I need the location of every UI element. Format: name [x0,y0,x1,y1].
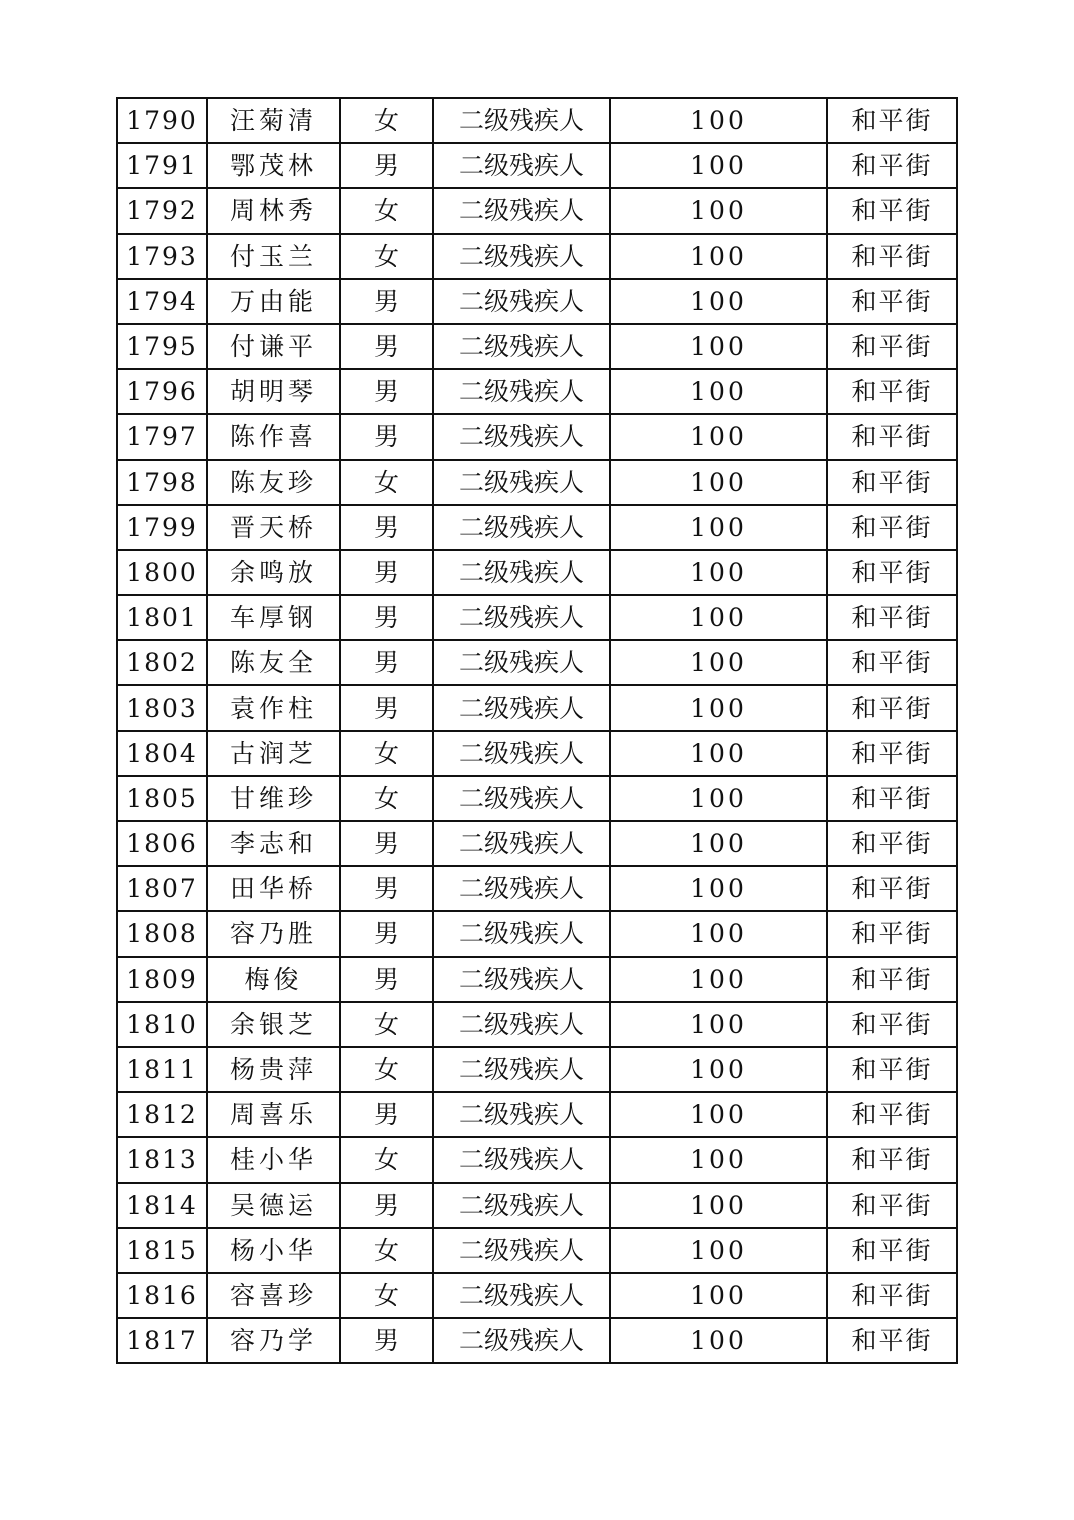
serial-number-cell: 1813 [117,1137,207,1182]
serial-number-cell: 1795 [117,324,207,369]
person-name-cell: 周喜乐 [207,1092,340,1137]
roster-table-body [117,98,957,1363]
serial-number-cell: 1797 [117,414,207,459]
amount-cell: 100 [610,911,827,956]
disability-level-cell: 二级残疾人 [433,1047,610,1092]
serial-number-cell: 1807 [117,866,207,911]
gender-cell: 男 [340,324,433,369]
gender-cell: 男 [340,866,433,911]
amount-cell: 100 [610,369,827,414]
person-name-cell: 余银芝 [207,1002,340,1047]
amount-cell: 100 [610,595,827,640]
street-cell: 和平街 [827,821,957,866]
disability-level-cell: 二级残疾人 [433,1228,610,1273]
person-name-cell: 吴德运 [207,1183,340,1228]
gender-cell: 男 [340,640,433,685]
amount-cell: 100 [610,1137,827,1182]
person-name-cell: 杨贵萍 [207,1047,340,1092]
disability-level-cell: 二级残疾人 [433,279,610,324]
serial-number-cell: 1793 [117,234,207,279]
serial-number-cell: 1801 [117,595,207,640]
disability-level-cell: 二级残疾人 [433,685,610,730]
gender-cell: 男 [340,550,433,595]
gender-cell: 男 [340,911,433,956]
amount-cell: 100 [610,550,827,595]
street-cell: 和平街 [827,414,957,459]
gender-cell: 女 [340,731,433,776]
gender-cell: 女 [340,460,433,505]
person-name-cell: 梅俊 [207,957,340,1002]
person-name-cell: 陈作喜 [207,414,340,459]
serial-number-cell: 1814 [117,1183,207,1228]
person-name-cell: 李志和 [207,821,340,866]
table-row [117,731,957,776]
amount-cell: 100 [610,188,827,233]
disability-level-cell: 二级残疾人 [433,911,610,956]
disability-level-cell: 二级残疾人 [433,143,610,188]
disability-level-cell: 二级残疾人 [433,550,610,595]
gender-cell: 女 [340,98,433,143]
serial-number-cell: 1811 [117,1047,207,1092]
street-cell: 和平街 [827,776,957,821]
table-row [117,1002,957,1047]
disability-level-cell: 二级残疾人 [433,1183,610,1228]
person-name-cell: 鄂茂林 [207,143,340,188]
disability-level-cell: 二级残疾人 [433,324,610,369]
gender-cell: 女 [340,776,433,821]
street-cell: 和平街 [827,1002,957,1047]
table-row [117,866,957,911]
gender-cell: 女 [340,1047,433,1092]
table-row [117,1273,957,1318]
street-cell: 和平街 [827,1047,957,1092]
amount-cell: 100 [610,1002,827,1047]
gender-cell: 男 [340,414,433,459]
table-row [117,640,957,685]
disability-level-cell: 二级残疾人 [433,957,610,1002]
street-cell: 和平街 [827,98,957,143]
amount-cell: 100 [610,1092,827,1137]
gender-cell: 女 [340,1002,433,1047]
serial-number-cell: 1791 [117,143,207,188]
person-name-cell: 杨小华 [207,1228,340,1273]
street-cell: 和平街 [827,866,957,911]
amount-cell: 100 [610,414,827,459]
disability-level-cell: 二级残疾人 [433,1273,610,1318]
street-cell: 和平街 [827,1228,957,1273]
person-name-cell: 周林秀 [207,188,340,233]
table-row [117,143,957,188]
gender-cell: 女 [340,188,433,233]
disability-level-cell: 二级残疾人 [433,98,610,143]
amount-cell: 100 [610,731,827,776]
street-cell: 和平街 [827,188,957,233]
person-name-cell: 容乃胜 [207,911,340,956]
person-name-cell: 万由能 [207,279,340,324]
table-row [117,821,957,866]
street-cell: 和平街 [827,324,957,369]
gender-cell: 男 [340,1092,433,1137]
amount-cell: 100 [610,1047,827,1092]
gender-cell: 男 [340,369,433,414]
serial-number-cell: 1800 [117,550,207,595]
gender-cell: 男 [340,505,433,550]
serial-number-cell: 1806 [117,821,207,866]
person-name-cell: 晋天桥 [207,505,340,550]
table-row [117,188,957,233]
disability-level-cell: 二级残疾人 [433,866,610,911]
table-row [117,1137,957,1182]
disability-level-cell: 二级残疾人 [433,1137,610,1182]
gender-cell: 男 [340,1183,433,1228]
gender-cell: 男 [340,279,433,324]
gender-cell: 男 [340,685,433,730]
amount-cell: 100 [610,1318,827,1363]
disability-level-cell: 二级残疾人 [433,460,610,505]
amount-cell: 100 [610,1183,827,1228]
amount-cell: 100 [610,866,827,911]
street-cell: 和平街 [827,279,957,324]
serial-number-cell: 1794 [117,279,207,324]
street-cell: 和平街 [827,505,957,550]
serial-number-cell: 1803 [117,685,207,730]
serial-number-cell: 1809 [117,957,207,1002]
street-cell: 和平街 [827,911,957,956]
gender-cell: 男 [340,957,433,1002]
serial-number-cell: 1802 [117,640,207,685]
serial-number-cell: 1808 [117,911,207,956]
street-cell: 和平街 [827,731,957,776]
street-cell: 和平街 [827,1137,957,1182]
table-row [117,369,957,414]
disability-level-cell: 二级残疾人 [433,731,610,776]
amount-cell: 100 [610,821,827,866]
person-name-cell: 付谦平 [207,324,340,369]
disability-level-cell: 二级残疾人 [433,369,610,414]
gender-cell: 男 [340,595,433,640]
table-row [117,234,957,279]
disability-level-cell: 二级残疾人 [433,1318,610,1363]
person-name-cell: 陈友全 [207,640,340,685]
disability-level-cell: 二级残疾人 [433,505,610,550]
table-row [117,279,957,324]
table-row [117,98,957,143]
amount-cell: 100 [610,685,827,730]
serial-number-cell: 1798 [117,460,207,505]
disability-level-cell: 二级残疾人 [433,776,610,821]
disability-level-cell: 二级残疾人 [433,595,610,640]
person-name-cell: 胡明琴 [207,369,340,414]
street-cell: 和平街 [827,1318,957,1363]
table-row [117,1047,957,1092]
person-name-cell: 古润芝 [207,731,340,776]
street-cell: 和平街 [827,234,957,279]
amount-cell: 100 [610,324,827,369]
amount-cell: 100 [610,505,827,550]
street-cell: 和平街 [827,957,957,1002]
table-row [117,505,957,550]
disability-level-cell: 二级残疾人 [433,234,610,279]
street-cell: 和平街 [827,550,957,595]
amount-cell: 100 [610,460,827,505]
street-cell: 和平街 [827,369,957,414]
gender-cell: 男 [340,821,433,866]
amount-cell: 100 [610,1273,827,1318]
disability-level-cell: 二级残疾人 [433,1092,610,1137]
person-name-cell: 甘维珍 [207,776,340,821]
person-name-cell: 桂小华 [207,1137,340,1182]
amount-cell: 100 [610,957,827,1002]
person-name-cell: 付玉兰 [207,234,340,279]
person-name-cell: 余鸣放 [207,550,340,595]
table-row [117,1228,957,1273]
serial-number-cell: 1804 [117,731,207,776]
person-name-cell: 汪菊清 [207,98,340,143]
serial-number-cell: 1816 [117,1273,207,1318]
street-cell: 和平街 [827,1183,957,1228]
amount-cell: 100 [610,1228,827,1273]
table-row [117,1318,957,1363]
table-row [117,414,957,459]
table-row [117,957,957,1002]
table-row [117,911,957,956]
table-row [117,1183,957,1228]
disability-level-cell: 二级残疾人 [433,640,610,685]
person-name-cell: 田华桥 [207,866,340,911]
street-cell: 和平街 [827,1273,957,1318]
serial-number-cell: 1799 [117,505,207,550]
gender-cell: 女 [340,1273,433,1318]
serial-number-cell: 1812 [117,1092,207,1137]
street-cell: 和平街 [827,460,957,505]
serial-number-cell: 1810 [117,1002,207,1047]
amount-cell: 100 [610,143,827,188]
table-row [117,550,957,595]
table-row [117,685,957,730]
person-name-cell: 陈友珍 [207,460,340,505]
street-cell: 和平街 [827,143,957,188]
amount-cell: 100 [610,98,827,143]
table-row [117,776,957,821]
gender-cell: 女 [340,1137,433,1182]
table-row [117,1092,957,1137]
table-row [117,324,957,369]
street-cell: 和平街 [827,685,957,730]
serial-number-cell: 1790 [117,98,207,143]
gender-cell: 女 [340,1228,433,1273]
gender-cell: 女 [340,234,433,279]
gender-cell: 男 [340,1318,433,1363]
disability-level-cell: 二级残疾人 [433,188,610,233]
person-name-cell: 容乃学 [207,1318,340,1363]
serial-number-cell: 1815 [117,1228,207,1273]
amount-cell: 100 [610,279,827,324]
street-cell: 和平街 [827,595,957,640]
street-cell: 和平街 [827,1092,957,1137]
amount-cell: 100 [610,640,827,685]
amount-cell: 100 [610,234,827,279]
person-name-cell: 袁作柱 [207,685,340,730]
roster-table [116,97,958,1364]
amount-cell: 100 [610,776,827,821]
disability-level-cell: 二级残疾人 [433,1002,610,1047]
disability-level-cell: 二级残疾人 [433,414,610,459]
serial-number-cell: 1817 [117,1318,207,1363]
street-cell: 和平街 [827,640,957,685]
table-row [117,595,957,640]
person-name-cell: 车厚钢 [207,595,340,640]
gender-cell: 男 [340,143,433,188]
serial-number-cell: 1805 [117,776,207,821]
table-row [117,460,957,505]
serial-number-cell: 1792 [117,188,207,233]
person-name-cell: 容喜珍 [207,1273,340,1318]
disability-level-cell: 二级残疾人 [433,821,610,866]
serial-number-cell: 1796 [117,369,207,414]
